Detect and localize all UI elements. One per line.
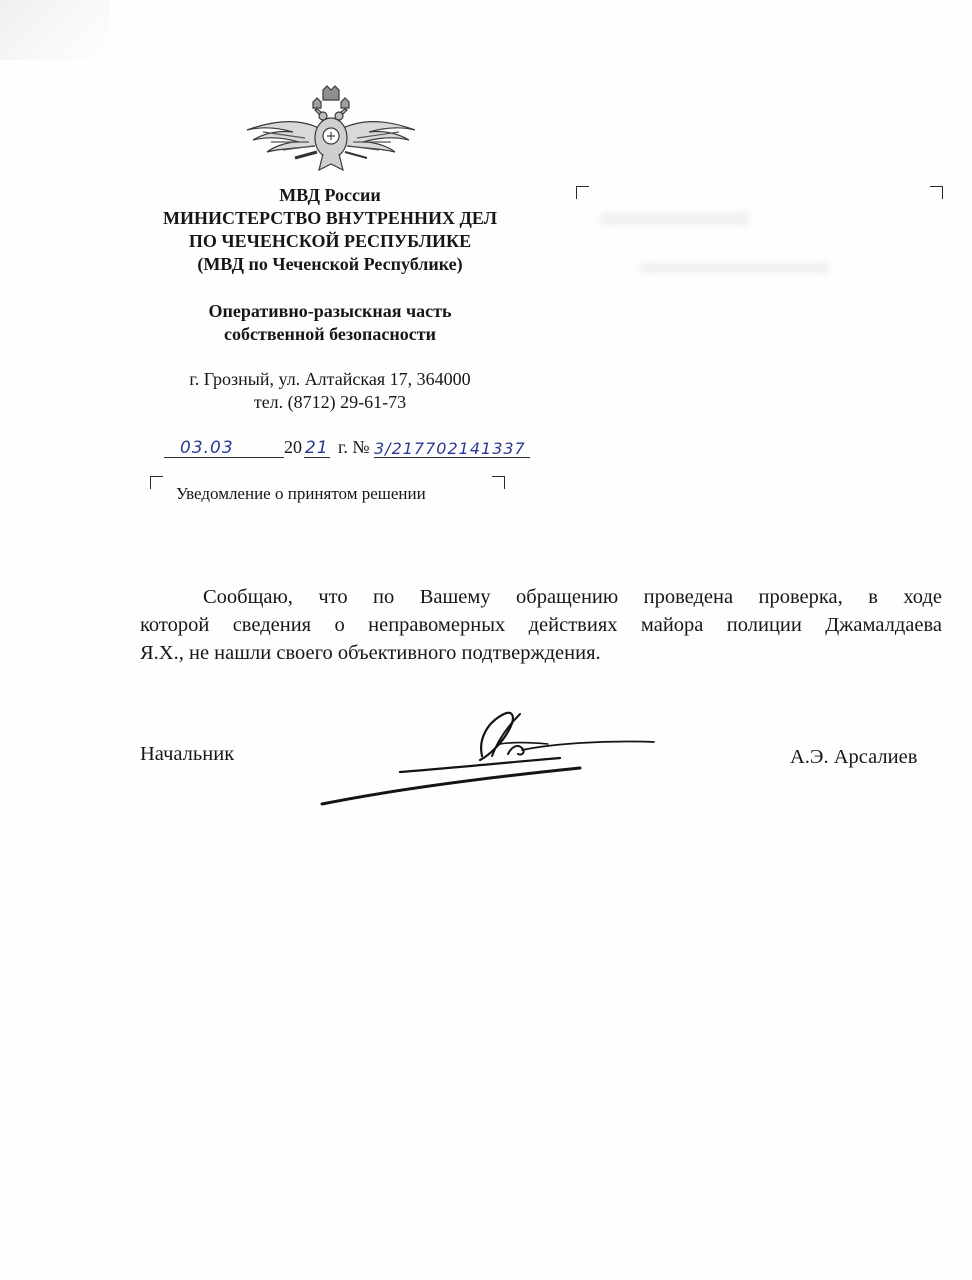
registration-line xyxy=(164,434,544,464)
registration-year: 21 xyxy=(305,438,329,458)
address: г. Грозный, ул. Алтайская 17, 364000 xyxy=(189,369,471,389)
recipient-redacted xyxy=(640,262,830,274)
department-header xyxy=(120,300,540,346)
phone: тел. (8712) 29-61-73 xyxy=(253,392,407,412)
subject-corner-left xyxy=(150,476,163,489)
signatory-title: Начальник xyxy=(140,743,235,765)
scan-artifact xyxy=(0,0,110,60)
body-line: Я.Х., не нашли своего объективного подтверждения. xyxy=(140,642,601,664)
org-line: (МВД по Чеченской Республике) xyxy=(197,254,463,274)
recipient-redacted xyxy=(600,212,750,226)
year-suffix: г. № xyxy=(338,437,370,457)
org-line: МИНИСТЕРСТВО ВНУТРЕННИХ ДЕЛ xyxy=(162,208,498,228)
recipient-corner-right xyxy=(930,186,943,199)
dept-line: собственной безопасности xyxy=(224,324,436,344)
document-subject: Уведомление о принятом решении xyxy=(176,484,426,503)
body-line: Сообщаю, что по Вашему обращению проведена проверка, в ходе xyxy=(203,586,942,608)
registration-number: 3/217702141337 xyxy=(374,439,526,458)
body-line: которой сведения о неправомерных действиях майора полиции Джамалдаева xyxy=(140,614,942,636)
org-line: ПО ЧЕЧЕНСКОЙ РЕСПУБЛИКЕ xyxy=(188,231,472,251)
organization-header xyxy=(120,184,540,276)
org-line: МВД России xyxy=(279,185,381,205)
mvd-emblem-icon xyxy=(243,84,419,180)
body-paragraph xyxy=(140,583,942,667)
subject-corner-right xyxy=(492,476,505,489)
signature-icon xyxy=(312,700,662,810)
dept-line: Оперативно-разыскная часть xyxy=(208,301,452,321)
recipient-corner-left xyxy=(576,186,589,199)
year-prefix: 20 xyxy=(284,437,302,457)
signatory-name: А.Э. Арсалиев xyxy=(790,746,918,768)
registration-date: 03.03 xyxy=(180,438,234,458)
